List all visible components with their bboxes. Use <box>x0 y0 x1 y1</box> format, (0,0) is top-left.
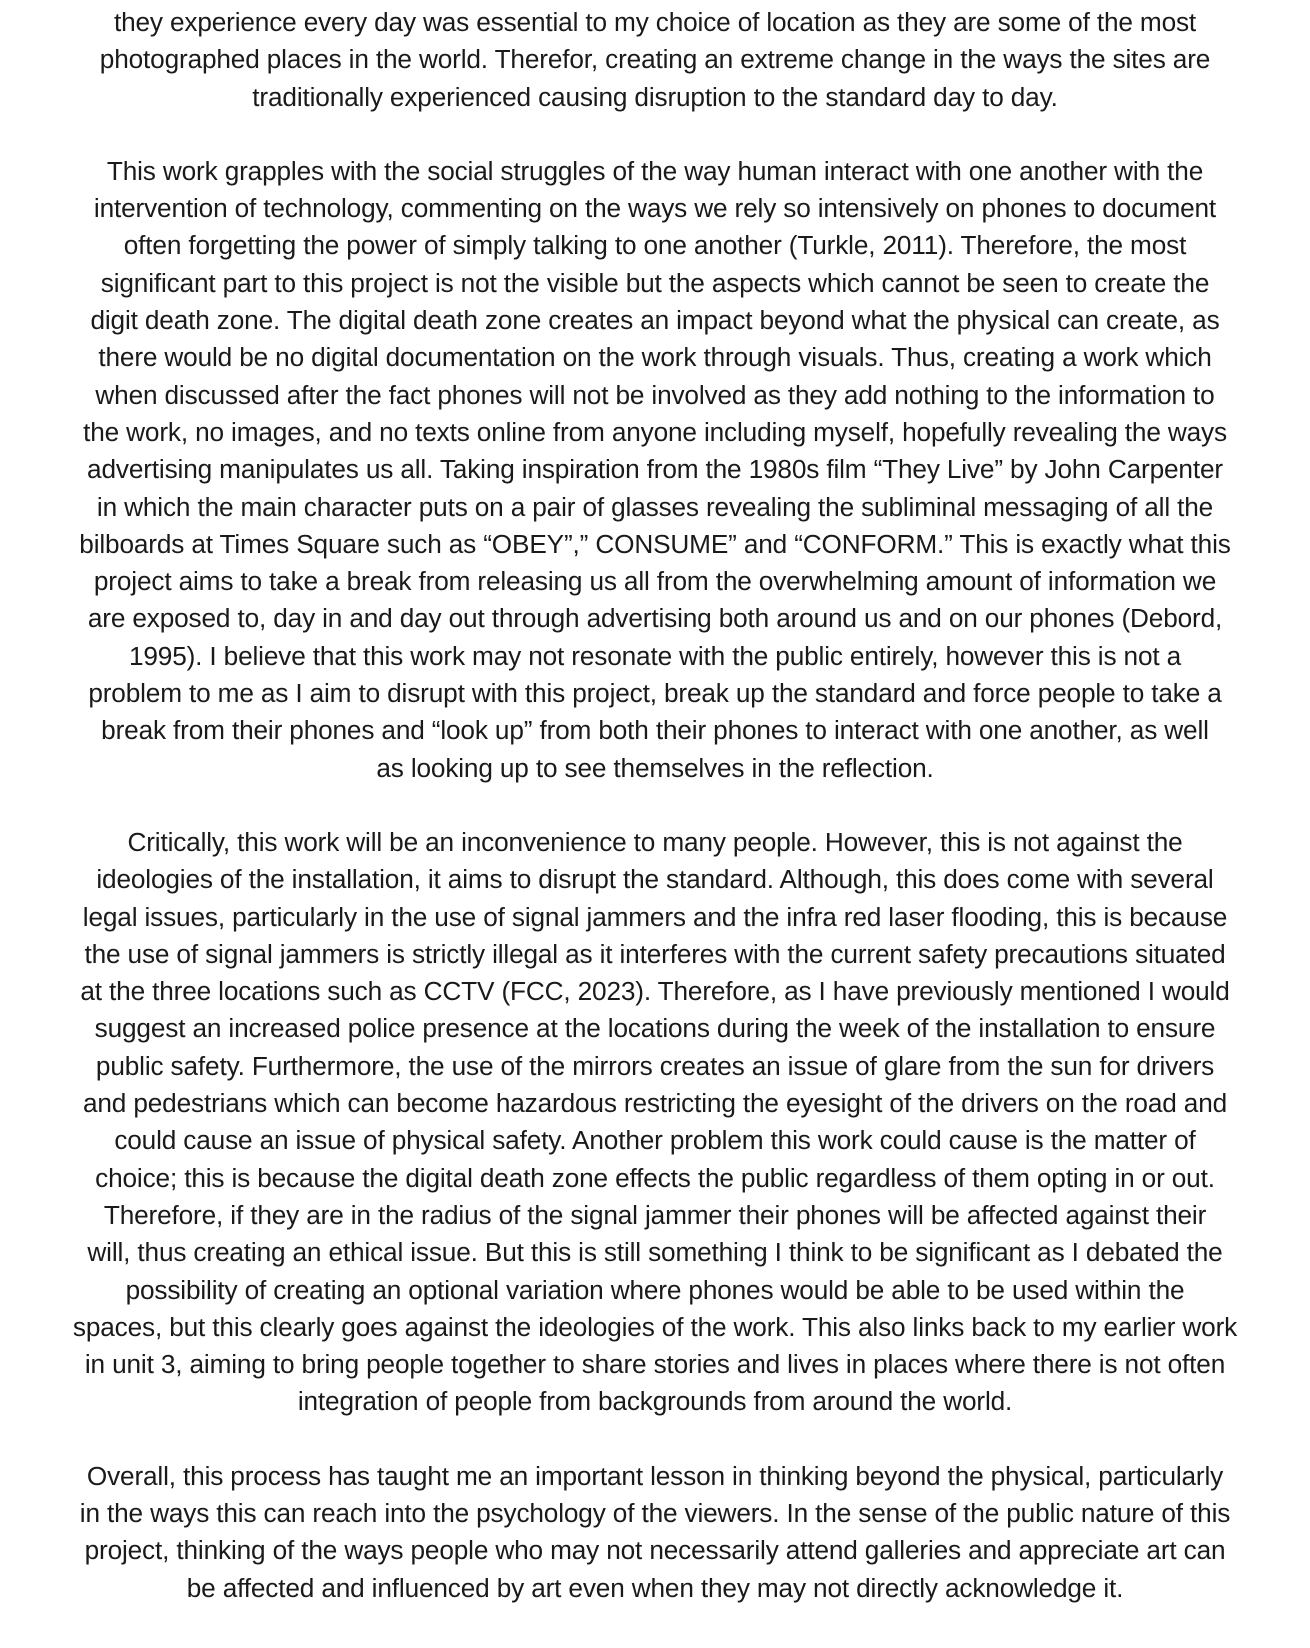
text-line: break from their phones and “look up” from both their phones to interact with one another, as well <box>101 715 1209 746</box>
text-line: when discussed after the fact phones will not be involved as they add nothing to the information to <box>95 379 1215 410</box>
text-line: This work grapples with the social struggles of the way human interact with one another with the <box>106 155 1204 186</box>
paragraph-critical-issues <box>22 824 1288 1421</box>
text-line: Overall, this process has taught me an important lesson in thinking beyond the physical, particularly <box>86 1460 1224 1491</box>
text-line: Therefore, if they are in the radius of the signal jammer their phones will be affected against their <box>103 1199 1207 1230</box>
text-line: advertising manipulates us all. Taking inspiration from the 1980s film “They Live” by John Carpenter <box>87 454 1223 485</box>
text-line: project aims to take a break from releasing us all from the overwhelming amount of information we <box>93 566 1217 597</box>
text-line: could cause an issue of physical safety. Another problem this work could cause is the matter of <box>114 1125 1196 1156</box>
text-line: in which the main character puts on a pair of glasses revealing the subliminal messaging of all the <box>96 491 1214 522</box>
text-line: in unit 3, aiming to bring people together to share stories and lives in places where there is not often <box>84 1349 1226 1380</box>
text-line: at the three locations such as CCTV (FCC, 2023). Therefore, as I have previously mentioned I would <box>80 976 1230 1007</box>
text-line: intervention of technology, commenting on the ways we rely so intensively on phones to document <box>93 193 1217 224</box>
text-line: 1995). I believe that this work may not resonate with the public entirely, however this is not a <box>128 640 1182 671</box>
text-line: spaces, but this clearly goes against the ideologies of the work. This also links back to my earlier work <box>72 1311 1238 1342</box>
text-line: as looking up to see themselves in the reflection. <box>376 752 934 783</box>
text-line: integration of people from backgrounds from around the world. <box>297 1386 1013 1417</box>
text-line: and pedestrians which can become hazardous restricting the eyesight of the drivers on the road and <box>82 1088 1228 1119</box>
text-line: suggest an increased police presence at the locations during the week of the installation to ensure <box>94 1013 1216 1044</box>
text-line: possibility of creating an optional variation where phones would be able to be used within the <box>125 1274 1185 1305</box>
text-line: significant part to this project is not the visible but the aspects which cannot be seen to create the <box>100 267 1210 298</box>
paragraph-conclusion <box>22 1458 1288 1607</box>
text-line: ideologies of the installation, it aims to disrupt the standard. Although, this does come with several <box>96 864 1214 895</box>
text-line: will, thus creating an ethical issue. But this is still something I think to be significant as I debated the <box>87 1237 1223 1268</box>
text-line: be affected and influenced by art even when they may not directly acknowledge it. <box>186 1572 1124 1603</box>
text-line: problem to me as I aim to disrupt with this project, break up the standard and force people to take a <box>88 678 1222 709</box>
text-line: project, thinking of the ways people who may not necessarily attend galleries and appreciate art can <box>84 1535 1226 1566</box>
text-line: they experience every day was essential to my choice of location as they are some of the most <box>113 7 1197 37</box>
text-line: often forgetting the power of simply talking to one another (Turkle, 2011). Therefore, the most <box>123 230 1187 261</box>
text-line: legal issues, particularly in the use of signal jammers and the infra red laser flooding, this is because <box>82 901 1228 932</box>
text-line: digit death zone. The digital death zone creates an impact beyond what the physical can create, as <box>90 305 1220 336</box>
text-line: choice; this is because the digital death zone effects the public regardless of them opting in or out. <box>95 1162 1215 1193</box>
text-line: public safety. Furthermore, the use of the mirrors creates an issue of glare from the sun for drivers <box>95 1050 1215 1081</box>
text-line: the use of signal jammers is strictly illegal as it interferes with the current safety precautions situated <box>84 938 1226 969</box>
text-line: in the ways this can reach into the psychology of the viewers. In the sense of the public nature of this <box>79 1497 1231 1528</box>
text-line: are exposed to, day in and day out through advertising both around us and on our phones (Debord, <box>87 603 1223 634</box>
paragraph-location-choice <box>22 4 1288 116</box>
text-line: the work, no images, and no texts online from anyone including myself, hopefully revealing the ways <box>83 416 1227 447</box>
text-line: photographed places in the world. Therefor, creating an extreme change in the ways the sites are <box>99 44 1211 75</box>
text-line: bilboards at Times Square such as “OBEY”,” CONSUME” and “CONFORM.” This is exactly what this <box>79 528 1231 559</box>
text-line: there would be no digital documentation on the work through visuals. Thus, creating a work which <box>98 342 1212 373</box>
paragraph-social-struggles <box>22 153 1288 787</box>
text-line: traditionally experienced causing disruption to the standard day to day. <box>252 81 1058 112</box>
text-line: Critically, this work will be an inconvenience to many people. However, this is not against the <box>127 826 1183 857</box>
